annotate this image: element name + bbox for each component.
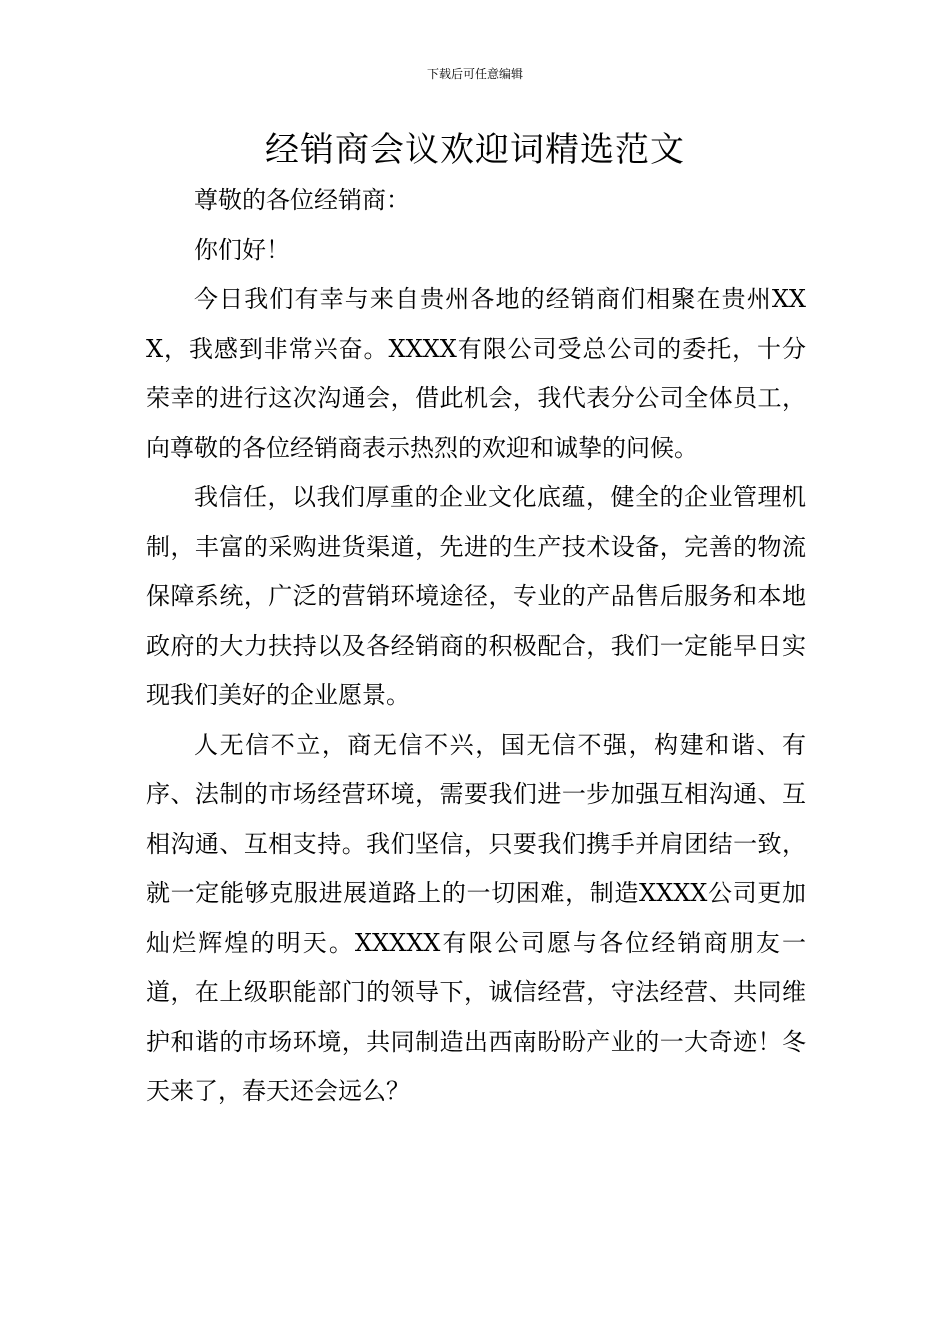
document-body xyxy=(146,176,806,1117)
body-paragraph: 今日我们有幸与来自贵州各地的经销商们相聚在贵州XXX，我感到非常兴奋。XXXX有限公司受总公司的委托，十分荣幸的进行这次沟通会，借此机会，我代表分公司全体员工，向尊敬的各位经销商表示热烈的欢迎和诚挚的问候。 xyxy=(146,285,806,462)
body-paragraph: 人无信不立，商无信不兴，国无信不强，构建和谐、有序、法制的市场经营环境，需要我们进一步加强互相沟通、互相沟通、互相支持。我们坚信，只要我们携手并肩团结一致，就一定能够克服进展道路上的一切困难，制造XXXX公司更加灿烂辉煌的明天。XXXXX有限公司愿与各位经销商朋友一道，在上级职能部门的领导下，诚信经营，守法经营、共同维护和谐的市场环境，共同制造出西南盼盼产业的一大奇迹！冬天来了，春天还会远么？ xyxy=(146,730,806,1105)
greeting-paragraph: 你们好！ xyxy=(194,235,290,264)
salutation-paragraph: 尊敬的各位经销商： xyxy=(194,186,410,214)
body-paragraph: 我信任，以我们厚重的企业文化底蕴，健全的企业管理机制，丰富的采购进货渠道，先进的生产技术设备，完善的物流保障系统，广泛的营销环境途径，专业的产品售后服务和本地政府的大力扶持以及各经销商的积极配合，我们一定能早日实现我们美好的企业愿景。 xyxy=(146,483,806,709)
document-title: 经销商会议欢迎词精选范文 xyxy=(265,130,685,170)
header-note: 下载后可任意编辑 xyxy=(426,67,523,81)
